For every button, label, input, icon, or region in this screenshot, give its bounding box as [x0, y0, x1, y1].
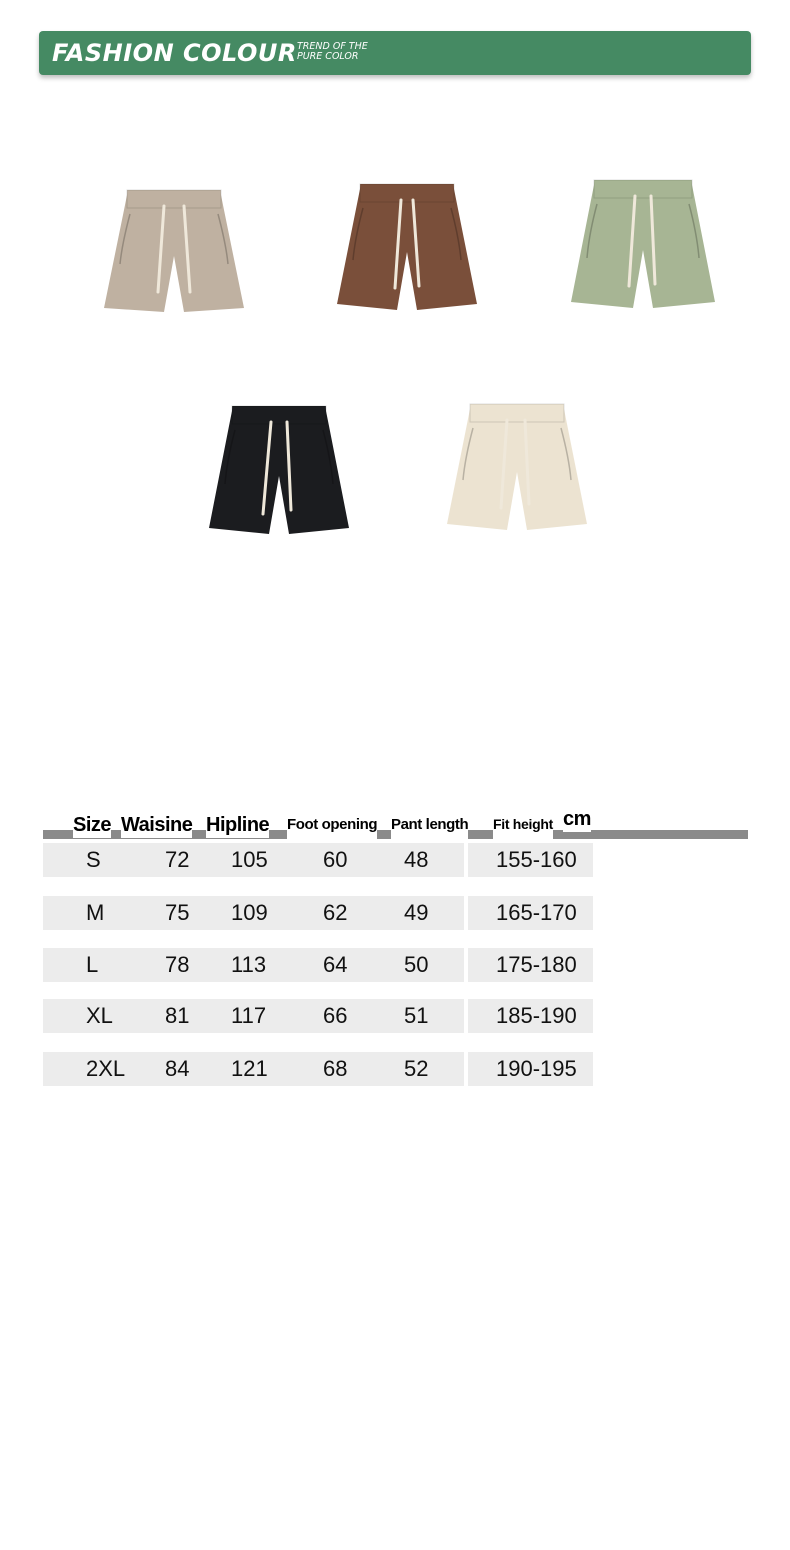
header-unit-cm: cm [563, 808, 591, 830]
brown-shorts-image [333, 178, 481, 314]
table-cell: 155-160 [496, 847, 577, 872]
banner-subtitle-line-2: PURE COLOR [297, 50, 359, 62]
table-cell: L [86, 952, 99, 977]
table-cell: 109 [231, 900, 268, 925]
table-cell: 51 [404, 1003, 429, 1028]
header-pant-length: Pant length [391, 816, 468, 840]
banner-subtitle [297, 42, 368, 61]
black-shorts-image [205, 400, 353, 540]
khaki-shorts-image [100, 184, 248, 316]
table-cell: M [86, 900, 105, 925]
table-cell: 52 [404, 1056, 429, 1081]
header-foot-opening: Foot opening [287, 816, 377, 840]
table-cell: 75 [165, 900, 190, 925]
table-cell: 121 [231, 1056, 268, 1081]
table-cell: 68 [323, 1056, 348, 1081]
table-cell: 64 [323, 952, 348, 977]
table-cell: 105 [231, 847, 268, 872]
table-cell: 72 [165, 847, 190, 872]
header-hipline: Hipline [206, 814, 270, 836]
table-cell: S [86, 847, 101, 872]
cream-shorts-image [443, 398, 591, 534]
table-cell: 78 [165, 952, 190, 977]
table-cell: 175-180 [496, 952, 577, 977]
header-waisine: Waisine [121, 814, 193, 836]
table-cell: 190-195 [496, 1056, 577, 1081]
banner-subtitle-line-1: TREND OF THE [297, 41, 368, 52]
table-cell: 2XL [86, 1056, 126, 1081]
table-cell: 62 [323, 900, 348, 925]
table-cell: 84 [165, 1056, 190, 1081]
table-cell: 66 [323, 1003, 348, 1028]
header-size: Size [73, 814, 112, 836]
fashion-colour-banner [39, 31, 751, 75]
banner-title: FASHION COLOUR [52, 39, 297, 67]
table-cell: 113 [231, 952, 267, 977]
table-cell: 165-170 [496, 900, 577, 925]
column-separator [464, 839, 468, 1087]
table-cell: XL [86, 1003, 113, 1028]
sage-shorts-image [567, 174, 719, 312]
table-cell: 60 [323, 847, 348, 872]
table-cell: 50 [404, 952, 429, 977]
table-cell: 49 [404, 900, 429, 925]
table-cell: 48 [404, 847, 429, 872]
header-fit-height: Fit height [493, 816, 553, 840]
table-cell: 81 [165, 1003, 190, 1028]
table-cell: 185-190 [496, 1003, 577, 1028]
table-cell: 117 [231, 1003, 267, 1028]
